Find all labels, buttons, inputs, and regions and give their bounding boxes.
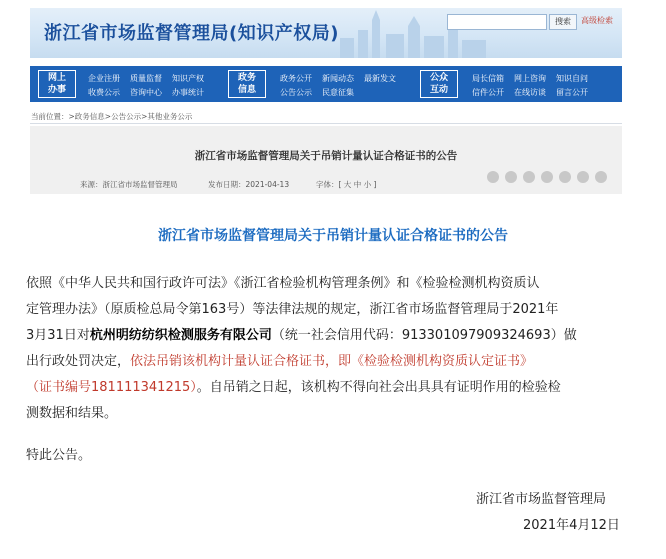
nav-link[interactable]: 局长信箱	[472, 74, 504, 83]
share-icon[interactable]	[577, 171, 589, 183]
certificate-number: （证书编号181111341215）	[26, 380, 197, 395]
nav-link[interactable]: 质量监督	[130, 74, 162, 83]
article-date: 发布日期：2021-04-13	[208, 180, 290, 189]
nav-link[interactable]: 新闻动态	[322, 74, 354, 83]
nav-link[interactable]: 信件公开	[472, 88, 504, 97]
share-icon[interactable]	[523, 171, 535, 183]
nav-link[interactable]: 企业注册	[88, 74, 120, 83]
share-icon[interactable]	[505, 171, 517, 183]
share-icon[interactable]	[541, 171, 553, 183]
advanced-search-link[interactable]: 高级检索	[581, 16, 613, 25]
nav-link[interactable]: 政务公开	[280, 74, 312, 83]
page-title: 浙江省市场监督管理局关于吊销计量认证合格证书的公告	[158, 228, 508, 244]
nav-link[interactable]: 公告公示	[280, 88, 312, 97]
nav-section-label: 网上	[47, 73, 66, 83]
signature-org: 浙江省市场监督管理局	[476, 492, 607, 507]
nav-link[interactable]: 知识自问	[556, 74, 588, 83]
main-nav	[30, 66, 622, 102]
nav-section-label: 信息	[237, 85, 256, 95]
article-source: 来源：浙江省市场监督管理局	[80, 180, 178, 189]
font-size-controls[interactable]: 字体：[ 大 中 小 ]	[316, 180, 377, 189]
body-line	[26, 350, 533, 369]
closing-text: 特此公告。	[26, 448, 92, 463]
nav-link[interactable]: 最新发文	[364, 74, 396, 83]
nav-link[interactable]: 办事统计	[172, 88, 204, 97]
nav-link[interactable]: 留言公开	[556, 88, 588, 97]
nav-link[interactable]: 收费公示	[88, 88, 120, 97]
body-line	[26, 376, 561, 395]
body-text: 3月31日对	[26, 328, 90, 343]
body-line	[26, 324, 577, 343]
nav-section-label: 办事	[47, 85, 66, 95]
body-text: 。自吊销之日起，该机构不得向社会出具具有证明作用的检验检	[196, 380, 561, 395]
share-icon[interactable]	[559, 171, 571, 183]
search-button[interactable]: 搜索	[549, 14, 577, 30]
body-line: 定管理办法》（原质检总局令第163号）等法律法规的规定，浙江省市场监督管理局于2021年	[26, 302, 559, 317]
nav-section-label: 互动	[429, 85, 448, 95]
article-header-title: 浙江省市场监督管理局关于吊销计量认证合格证书的公告	[194, 150, 458, 162]
nav-link[interactable]: 网上咨询	[514, 74, 546, 83]
nav-section-public-interaction[interactable]	[420, 70, 458, 98]
body-text: 出行政处罚决定，	[26, 354, 131, 369]
nav-link[interactable]: 咨询中心	[130, 88, 162, 97]
breadcrumb[interactable]: 当前位置：>政务信息>公告公示>其他业务公示	[31, 112, 193, 121]
nav-link[interactable]: 知识产权	[172, 74, 204, 83]
share-icon[interactable]	[487, 171, 499, 183]
nav-link[interactable]: 在线访谈	[514, 88, 546, 97]
search-input[interactable]	[447, 14, 547, 30]
divider	[30, 123, 622, 124]
nav-section-label: 公众	[429, 73, 448, 83]
body-text: （统一社会信用代码：913301097909324693）做	[271, 328, 577, 343]
revocation-statement: 依法吊销该机构计量认证合格证书，即《检验检测机构资质认定证书》	[130, 354, 534, 369]
body-line: 依照《中华人民共和国行政许可法》《浙江省检验机构管理条例》和《检验检测机构资质认	[26, 276, 540, 291]
nav-section-online-services[interactable]	[38, 70, 76, 98]
site-title[interactable]: 浙江省市场监督管理局(知识产权局)	[44, 23, 339, 44]
nav-section-label: 政务	[237, 73, 256, 83]
share-icon[interactable]	[595, 171, 607, 183]
article-header	[30, 126, 622, 194]
company-name: 杭州明纺纺织检测服务有限公司	[89, 328, 272, 343]
body-line: 测数据和结果。	[26, 406, 118, 421]
signature-date: 2021年4月12日	[523, 518, 620, 533]
nav-link[interactable]: 民意征集	[322, 88, 354, 97]
nav-section-government-info[interactable]	[228, 70, 266, 98]
